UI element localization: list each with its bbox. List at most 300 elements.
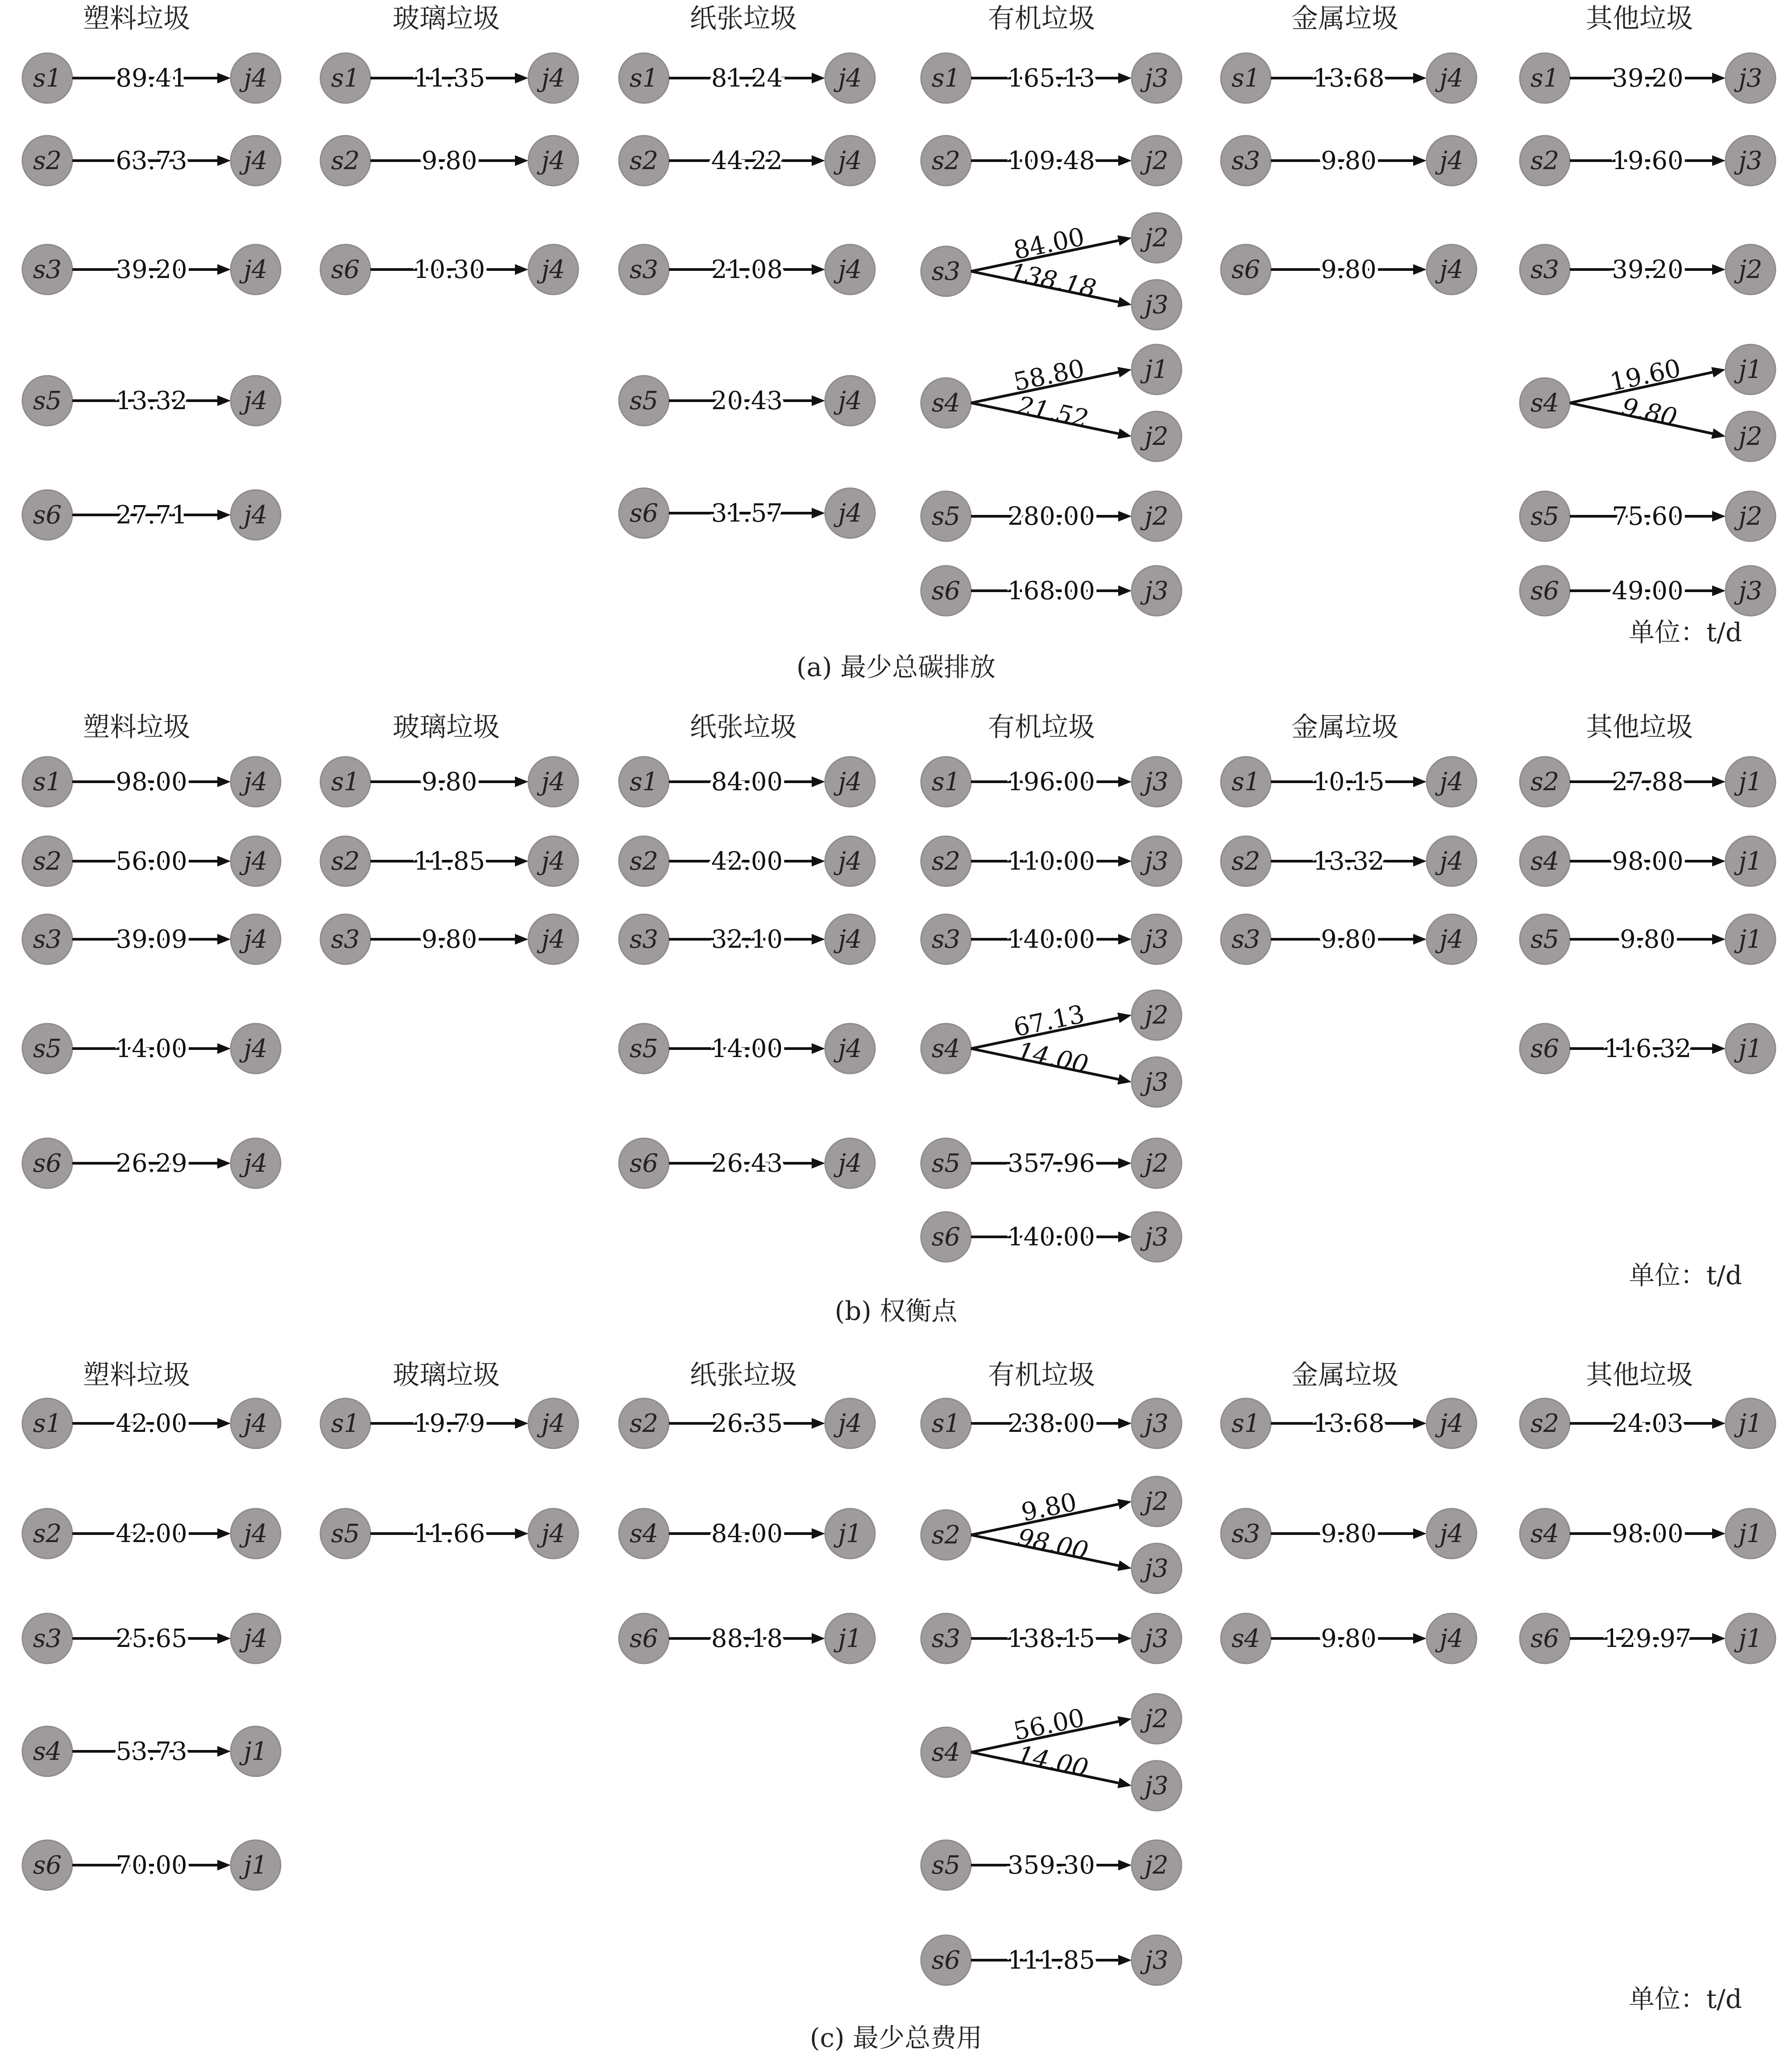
panel-b-flow-edge-arrowhead xyxy=(1118,856,1132,867)
panel-b-category-title: 有机垃圾 xyxy=(988,712,1095,743)
panel-c-flow-edge-arrowhead xyxy=(217,1528,231,1539)
panel-b-target-node-label: j1 xyxy=(1738,925,1763,954)
panel-b-source-node-label: s2 xyxy=(331,847,360,876)
panel-a-target-node-label: j4 xyxy=(1439,255,1464,284)
panel-a-flow-edge-arrowhead xyxy=(217,395,231,406)
panel-a-source-node-label: s2 xyxy=(629,146,659,175)
panel-a-source-node-label: s2 xyxy=(331,146,360,175)
panel-b-source-node-label: s3 xyxy=(33,925,62,954)
panel-a-source-node-label: s2 xyxy=(33,146,62,175)
panel-a-target-node-label: j4 xyxy=(541,146,565,175)
panel-a-flow-value: 168.00 xyxy=(1008,576,1095,605)
panel-c-flow-value: 359.30 xyxy=(1008,1851,1095,1880)
panel-a-category-title: 纸张垃圾 xyxy=(690,3,797,34)
panel-b-source-node-label: s1 xyxy=(33,767,62,796)
panel-a-target-node-label: j2 xyxy=(1145,502,1169,531)
panel-b-target-node-label: j4 xyxy=(244,767,268,796)
panel-a-source-node-label: s1 xyxy=(33,64,62,93)
panel-b-target-node-label: j3 xyxy=(1145,847,1169,876)
panel-b-target-node-label: j4 xyxy=(838,767,862,796)
panel-c-flow-edge-arrowhead xyxy=(1712,1633,1726,1644)
panel-a-source-node-label: s1 xyxy=(931,64,961,93)
panel-a-flow-edge-arrowhead xyxy=(1118,511,1132,522)
panel-b-flow-value: 357.96 xyxy=(1008,1149,1095,1178)
panel-b-target-node-label: j3 xyxy=(1145,1068,1169,1097)
panel-a-flow-edge-arrowhead xyxy=(217,155,231,166)
panel-a-flow-value: 58.80 xyxy=(1011,354,1087,397)
panel-c-flow-value: 238.00 xyxy=(1008,1409,1095,1438)
panel-b-source-node-label: s2 xyxy=(33,847,62,876)
panel-c-target-node-label: j4 xyxy=(244,1624,268,1653)
panel-b-target-node-label: j4 xyxy=(1439,925,1464,954)
panel-a-source-node-label: s3 xyxy=(629,255,659,284)
panel-c-flow-edge-arrowhead xyxy=(812,1418,825,1429)
panel-c-category-title: 有机垃圾 xyxy=(988,1360,1095,1391)
panel-b-target-node-label: j1 xyxy=(1738,1034,1763,1063)
panel-b-target-node-label: j4 xyxy=(541,767,565,796)
panel-a-target-node-label: j3 xyxy=(1145,290,1169,319)
panel-b-target-node-label: j3 xyxy=(1145,1223,1169,1252)
panel-c-flow-value: 42.00 xyxy=(116,1519,187,1548)
panel-b-category-title: 玻璃垃圾 xyxy=(393,712,500,743)
panel-c-flow-edge-arrowhead xyxy=(1117,1778,1132,1788)
panel-a-target-node-label: j3 xyxy=(1738,576,1763,605)
panel-a-flow-edge-arrowhead xyxy=(515,73,528,83)
panel-c-flow-value: 14.00 xyxy=(1015,1740,1091,1783)
panel-a-source-node-label: s3 xyxy=(931,257,961,286)
panel-b-flow-edge-arrowhead xyxy=(1118,1158,1132,1169)
panel-c-target-node-label: j2 xyxy=(1145,1851,1169,1880)
panel-c-flow-value: 9.80 xyxy=(1019,1487,1079,1528)
panel-b-flow-value: 56.00 xyxy=(116,847,187,876)
panel-c-source-node-label: s1 xyxy=(33,1409,62,1438)
panel-b-flow-edge-arrowhead xyxy=(1118,776,1132,787)
panel-b-flow-edge-arrowhead xyxy=(515,776,528,787)
panel-c-source-node-label: s4 xyxy=(33,1737,62,1766)
panel-a-target-node-label: j4 xyxy=(838,255,862,284)
panel-a-source-node-label: s6 xyxy=(33,501,62,530)
panel-a-flow-value: 27.71 xyxy=(116,501,187,530)
panel-a-flow-value: 84.00 xyxy=(1011,222,1087,265)
panel-a-flow-edge-arrowhead xyxy=(1117,428,1132,439)
panel-c-target-node-label: j4 xyxy=(1439,1519,1464,1548)
panel-a-flow-value: 19.60 xyxy=(1612,146,1684,175)
panel-a-target-node-label: j4 xyxy=(244,255,268,284)
panel-b-target-node-label: j3 xyxy=(1145,925,1169,954)
panel-b-flow-value: 116.32 xyxy=(1604,1034,1692,1063)
panel-a-flow-edge-arrowhead xyxy=(812,155,825,166)
panel-a-flow-value: 9.80 xyxy=(1619,392,1680,433)
panel-a-target-node-label: j2 xyxy=(1738,422,1763,451)
panel-c-source-node-label: s6 xyxy=(33,1851,62,1880)
panel-a-flow-edge-arrowhead xyxy=(1118,155,1132,166)
panel-c-target-node-label: j1 xyxy=(1738,1409,1763,1438)
panel-b-target-node-label: j2 xyxy=(1145,1001,1169,1030)
panel-b-flow-edge-arrowhead xyxy=(217,856,231,867)
panel-a-source-node-label: s5 xyxy=(1530,502,1560,531)
panel-a-flow-edge-arrowhead xyxy=(1117,367,1132,377)
panel-c-target-node-label: j3 xyxy=(1145,1554,1169,1583)
panel-c-source-node-label: s4 xyxy=(1231,1624,1261,1653)
panel-a-target-node-label: j4 xyxy=(541,64,565,93)
panel-a-flow-edge-arrowhead xyxy=(1413,155,1427,166)
panel-b-target-node-label: j4 xyxy=(244,925,268,954)
panel-a-target-node-label: j1 xyxy=(1738,355,1763,384)
panel-b-source-node-label: s3 xyxy=(931,925,961,954)
panel-c-target-node-label: j1 xyxy=(838,1519,862,1548)
panel-c-flow-value: 26.35 xyxy=(711,1409,783,1438)
panel-b-target-node-label: j4 xyxy=(244,847,268,876)
panel-c-source-node-label: s6 xyxy=(629,1624,659,1653)
panel-c-target-node-label: j4 xyxy=(1439,1409,1464,1438)
panel-a-flow-edge-arrowhead xyxy=(217,264,231,275)
panel-b-caption: (b) 权衡点 xyxy=(834,1296,958,1326)
panel-c-flow-value: 56.00 xyxy=(1011,1703,1087,1746)
panel-a-flow-value: 31.57 xyxy=(711,499,783,528)
panel-c-flow-edge-arrowhead xyxy=(1118,1633,1132,1644)
panel-c-flow-edge-arrowhead xyxy=(1117,1499,1132,1509)
panel-a-flow-value: 9.80 xyxy=(1321,255,1377,284)
panel-b-flow-edge-arrowhead xyxy=(1413,934,1427,945)
panel-c-flow-edge-arrowhead xyxy=(1118,1860,1132,1870)
panel-c-flow-edge-arrowhead xyxy=(217,1746,231,1757)
panel-b-flow-edge-arrowhead xyxy=(1118,1232,1132,1242)
panel-a-caption: (a) 最少总碳排放 xyxy=(796,652,996,682)
panel-b-target-node-label: j4 xyxy=(541,847,565,876)
panel-b-flow-edge-arrowhead xyxy=(217,934,231,945)
panel-c-target-node-label: j1 xyxy=(838,1624,862,1653)
panel-b-flow-value: 27.88 xyxy=(1612,767,1684,796)
panel-a-flow-edge-arrowhead xyxy=(1117,297,1132,307)
panel-b-target-node-label: j4 xyxy=(1439,767,1464,796)
panel-a-flow-value: 39.20 xyxy=(1612,255,1684,284)
panel-b-flow-edge-arrowhead xyxy=(1413,856,1427,867)
panel-b-flow-edge-arrowhead xyxy=(515,934,528,945)
panel-b-flow-value: 9.80 xyxy=(1321,925,1377,954)
panel-b-target-node-label: j4 xyxy=(838,1034,862,1063)
panel-b-flow-value: 9.80 xyxy=(1620,925,1676,954)
panel-b-source-node-label: s5 xyxy=(629,1034,659,1063)
panel-c-source-node-label: s4 xyxy=(1530,1519,1560,1548)
panel-a-source-node-label: s3 xyxy=(33,255,62,284)
panel-a-target-node-label: j4 xyxy=(838,146,862,175)
panel-a-source-node-label: s3 xyxy=(1231,146,1261,175)
panel-c-flow-edge-arrowhead xyxy=(1118,1955,1132,1966)
panel-b-flow-edge-arrowhead xyxy=(1712,856,1726,867)
panel-b-flow-value: 9.80 xyxy=(421,767,477,796)
panel-a-flow-value: 13.68 xyxy=(1313,64,1385,93)
panel-a-target-node-label: j2 xyxy=(1145,422,1169,451)
panel-a-flow-value: 138.18 xyxy=(1007,257,1099,304)
panel-a-source-node-label: s1 xyxy=(629,64,659,93)
panel-b-unit-label: 单位：t/d xyxy=(1629,1260,1742,1290)
panel-c-caption: (c) 最少总费用 xyxy=(809,2023,983,2053)
panel-b-flow-edge-arrowhead xyxy=(1413,776,1427,787)
panel-c-source-node-label: s5 xyxy=(331,1519,360,1548)
panel-a-source-node-label: s5 xyxy=(629,386,659,415)
panel-c-flow-value: 11.66 xyxy=(413,1519,485,1548)
panel-a-target-node-label: j4 xyxy=(244,64,268,93)
panel-a-source-node-label: s5 xyxy=(931,502,961,531)
panel-a-flow-value: 49.00 xyxy=(1612,576,1684,605)
panel-b-flow-edge-arrowhead xyxy=(1117,1074,1132,1084)
panel-b-flow-edge-arrowhead xyxy=(217,1158,231,1169)
panel-c-target-node-label: j4 xyxy=(244,1409,268,1438)
panel-a-flow-edge-arrowhead xyxy=(1712,585,1726,596)
panel-b-flow-value: 11.85 xyxy=(413,847,485,876)
panel-b-flow-edge-arrowhead xyxy=(217,1043,231,1054)
panel-a-unit-label: 单位：t/d xyxy=(1629,617,1742,647)
panel-c-unit-label: 单位：t/d xyxy=(1629,1984,1742,2014)
panel-b-flow-value: 32.10 xyxy=(711,925,783,954)
panel-c-source-node-label: s3 xyxy=(1231,1519,1261,1548)
panel-c-flow-value: 98.00 xyxy=(1612,1519,1684,1548)
panel-a-category-title: 金属垃圾 xyxy=(1291,3,1398,34)
panel-b-flow-value: 26.29 xyxy=(116,1149,187,1178)
panel-b-flow-edge-arrowhead xyxy=(1712,1043,1726,1054)
panel-c-flow-edge-arrowhead xyxy=(1712,1528,1726,1539)
panel-a-flow-edge-arrowhead xyxy=(1118,585,1132,596)
panel-c-target-node-label: j4 xyxy=(244,1519,268,1548)
panel-a-source-node-label: s4 xyxy=(1530,389,1560,418)
panel-c-target-node-label: j3 xyxy=(1145,1409,1169,1438)
panel-c-target-node-label: j1 xyxy=(244,1737,268,1766)
panel-a-target-node-label: j2 xyxy=(1738,502,1763,531)
panel-c-target-node-label: j1 xyxy=(1738,1519,1763,1548)
panel-a-target-node-label: j2 xyxy=(1145,224,1169,253)
panel-b-target-node-label: j4 xyxy=(838,847,862,876)
panel-c-target-node-label: j3 xyxy=(1145,1624,1169,1653)
panel-a-target-node-label: j4 xyxy=(838,386,862,415)
panel-a-target-node-label: j4 xyxy=(244,386,268,415)
panel-b-flow-edge-arrowhead xyxy=(812,856,825,867)
panel-c-target-node-label: j3 xyxy=(1145,1946,1169,1975)
panel-a-source-node-label: s2 xyxy=(931,146,961,175)
panel-a-source-node-label: s6 xyxy=(629,499,659,528)
panel-a-target-node-label: j2 xyxy=(1738,255,1763,284)
panel-c-flow-edge-arrowhead xyxy=(1413,1528,1427,1539)
panel-c-flow-value: 25.65 xyxy=(116,1624,187,1653)
panel-c-flow-value: 88.18 xyxy=(711,1624,783,1653)
panel-a-flow-edge-arrowhead xyxy=(1712,511,1726,522)
panel-b-flow-value: 26.43 xyxy=(711,1149,783,1178)
panel-c-source-node-label: s1 xyxy=(931,1409,961,1438)
panel-c-flow-value: 19.79 xyxy=(413,1409,485,1438)
panel-c-source-node-label: s2 xyxy=(931,1521,961,1550)
panel-c-flow-edge-arrowhead xyxy=(1413,1633,1427,1644)
panel-b-category-title: 纸张垃圾 xyxy=(690,712,797,743)
panel-b-flow-value: 14.00 xyxy=(1015,1037,1091,1080)
panel-a-flow-value: 39.20 xyxy=(116,255,187,284)
panel-b-source-node-label: s6 xyxy=(629,1149,659,1178)
panel-b-source-node-label: s5 xyxy=(33,1034,62,1063)
panel-b-flow-value: 13.32 xyxy=(1313,847,1385,876)
panel-c-flow-edge-arrowhead xyxy=(217,1860,231,1870)
panel-a-source-node-label: s1 xyxy=(331,64,360,93)
panel-c-flow-edge-arrowhead xyxy=(515,1418,528,1429)
panel-a-flow-value: 21.52 xyxy=(1015,391,1091,434)
panel-c-flow-value: 9.80 xyxy=(1321,1519,1377,1548)
panel-c-flow-edge-arrowhead xyxy=(1712,1418,1726,1429)
panel-a-target-node-label: j3 xyxy=(1738,146,1763,175)
panel-b-flow-edge-arrowhead xyxy=(812,1158,825,1169)
panel-a-category-title: 玻璃垃圾 xyxy=(393,3,500,34)
panel-a-flow-edge-arrowhead xyxy=(812,395,825,406)
panel-c-flow-value: 53.73 xyxy=(116,1737,187,1766)
panel-a-flow-edge-arrowhead xyxy=(1712,264,1726,275)
panel-c-flow-edge-arrowhead xyxy=(217,1418,231,1429)
panel-c-flow-value: 70.00 xyxy=(116,1851,187,1880)
panel-c-flow-value: 42.00 xyxy=(116,1409,187,1438)
panel-c-flow-value: 13.68 xyxy=(1313,1409,1385,1438)
panel-b-source-node-label: s2 xyxy=(1231,847,1261,876)
panel-a-target-node-label: j3 xyxy=(1145,64,1169,93)
panel-a-flow-value: 44.22 xyxy=(711,146,783,175)
panel-a-target-node-label: j4 xyxy=(244,501,268,530)
panel-b-flow-edge-arrowhead xyxy=(812,934,825,945)
panel-a-flow-value: 81.24 xyxy=(711,64,783,93)
panel-b-target-node-label: j3 xyxy=(1145,767,1169,796)
panel-a-target-node-label: j3 xyxy=(1145,576,1169,605)
panel-a-flow-edge-arrowhead xyxy=(1711,367,1726,377)
panel-b-source-node-label: s5 xyxy=(1530,925,1560,954)
panel-c-flow-value: 138.15 xyxy=(1008,1624,1095,1653)
panel-c-target-node-label: j4 xyxy=(541,1519,565,1548)
panel-b-source-node-label: s4 xyxy=(1530,847,1560,876)
panel-b-flow-value: 140.00 xyxy=(1008,1223,1095,1252)
panel-b-flow-value: 9.80 xyxy=(421,925,477,954)
panel-a-source-node-label: s4 xyxy=(931,389,961,418)
panel-a-flow-value: 19.60 xyxy=(1607,353,1684,398)
panel-a-target-node-label: j4 xyxy=(541,255,565,284)
panel-c-source-node-label: s3 xyxy=(33,1624,62,1653)
panel-a-flow-edge-arrowhead xyxy=(1711,428,1726,439)
panel-b-flow-value: 196.00 xyxy=(1008,767,1095,796)
panel-b-category-title: 金属垃圾 xyxy=(1291,712,1398,743)
panel-b-target-node-label: j1 xyxy=(1738,847,1763,876)
panel-c-source-node-label: s1 xyxy=(1231,1409,1261,1438)
panel-c-source-node-label: s6 xyxy=(931,1946,961,1975)
panel-a-flow-value: 20.43 xyxy=(711,386,783,415)
panel-b-target-node-label: j4 xyxy=(838,925,862,954)
panel-a-flow-value: 75.60 xyxy=(1612,502,1684,531)
panel-c-target-node-label: j4 xyxy=(838,1409,862,1438)
panel-a-target-node-label: j4 xyxy=(838,499,862,528)
panel-a-flow-value: 21.08 xyxy=(711,255,783,284)
panel-a-target-node-label: j4 xyxy=(244,146,268,175)
panel-b-target-node-label: j4 xyxy=(244,1034,268,1063)
panel-a-source-node-label: s6 xyxy=(1530,576,1560,605)
panel-a-flow-value: 63.73 xyxy=(116,146,187,175)
panel-c-target-node-label: j1 xyxy=(244,1851,268,1880)
panel-c-source-node-label: s4 xyxy=(931,1738,961,1767)
panel-c-flow-edge-arrowhead xyxy=(1117,1560,1132,1571)
panel-c-flow-edge-arrowhead xyxy=(217,1633,231,1644)
panel-b-flow-edge-arrowhead xyxy=(217,776,231,787)
panel-a-flow-edge-arrowhead xyxy=(1712,73,1726,83)
panel-b-flow-edge-arrowhead xyxy=(812,1043,825,1054)
panel-b-flow-value: 98.00 xyxy=(116,767,187,796)
panel-b-source-node-label: s3 xyxy=(331,925,360,954)
panel-c-source-node-label: s3 xyxy=(931,1624,961,1653)
panel-c-target-node-label: j4 xyxy=(541,1409,565,1438)
panel-a-target-node-label: j3 xyxy=(1738,64,1763,93)
panel-a-flow-value: 13.32 xyxy=(116,386,187,415)
panel-b-flow-value: 39.09 xyxy=(116,925,187,954)
panel-c-category-title: 金属垃圾 xyxy=(1291,1360,1398,1391)
panel-b-flow-value: 98.00 xyxy=(1612,847,1684,876)
panel-b-flow-edge-arrowhead xyxy=(812,776,825,787)
panel-a-flow-value: 89.41 xyxy=(116,64,187,93)
panel-b-target-node-label: j4 xyxy=(838,1149,862,1178)
panel-b-flow-edge-arrowhead xyxy=(1117,1012,1132,1023)
panel-c-source-node-label: s4 xyxy=(629,1519,659,1548)
panel-a-flow-value: 9.80 xyxy=(1321,146,1377,175)
panel-b-flow-value: 140.00 xyxy=(1008,925,1095,954)
panel-b-flow-value: 42.00 xyxy=(711,847,783,876)
panel-b-source-node-label: s1 xyxy=(1231,767,1261,796)
panel-c-category-title: 塑料垃圾 xyxy=(83,1360,190,1391)
panel-a-flow-edge-arrowhead xyxy=(812,264,825,275)
panel-a-target-node-label: j4 xyxy=(838,64,862,93)
panel-b-flow-value: 110.00 xyxy=(1008,847,1095,876)
panel-c-target-node-label: j3 xyxy=(1145,1771,1169,1800)
panel-a-source-node-label: s6 xyxy=(931,576,961,605)
panel-c-flow-value: 111.85 xyxy=(1008,1946,1095,1975)
panel-a-target-node-label: j4 xyxy=(1439,64,1464,93)
panel-c-source-node-label: s1 xyxy=(331,1409,360,1438)
panel-c-flow-edge-arrowhead xyxy=(515,1528,528,1539)
panel-a-flow-edge-arrowhead xyxy=(515,264,528,275)
panel-c-target-node-label: j1 xyxy=(1738,1624,1763,1653)
panel-c-flow-value: 9.80 xyxy=(1321,1624,1377,1653)
panel-c-target-node-label: j2 xyxy=(1145,1487,1169,1516)
panel-b-source-node-label: s5 xyxy=(931,1149,961,1178)
panel-c-target-node-label: j2 xyxy=(1145,1704,1169,1733)
panel-a-flow-edge-arrowhead xyxy=(1712,155,1726,166)
panel-c-category-title: 其他垃圾 xyxy=(1586,1360,1693,1391)
panel-b-source-node-label: s3 xyxy=(1231,925,1261,954)
panel-b-source-node-label: s3 xyxy=(629,925,659,954)
panel-b-source-node-label: s6 xyxy=(931,1223,961,1252)
panel-b-source-node-label: s1 xyxy=(629,767,659,796)
panel-b-category-title: 其他垃圾 xyxy=(1586,712,1693,743)
panel-b-flow-value: 14.00 xyxy=(116,1034,187,1063)
panel-b-flow-edge-arrowhead xyxy=(1118,934,1132,945)
panel-b-source-node-label: s2 xyxy=(629,847,659,876)
panel-b-source-node-label: s6 xyxy=(1530,1034,1560,1063)
panel-c-flow-edge-arrowhead xyxy=(1117,1716,1132,1726)
panel-b-target-node-label: j1 xyxy=(1738,767,1763,796)
panel-b-target-node-label: j2 xyxy=(1145,1149,1169,1178)
panel-a-flow-edge-arrowhead xyxy=(1413,264,1427,275)
panel-c-category-title: 纸张垃圾 xyxy=(690,1360,797,1391)
panel-a-flow-edge-arrowhead xyxy=(812,508,825,518)
panel-c-flow-value: 84.00 xyxy=(711,1519,783,1548)
panel-c-flow-edge-arrowhead xyxy=(812,1633,825,1644)
panel-b-source-node-label: s4 xyxy=(931,1034,961,1063)
panel-b-target-node-label: j4 xyxy=(244,1149,268,1178)
panel-a-source-node-label: s6 xyxy=(331,255,360,284)
panel-b-flow-value: 14.00 xyxy=(711,1034,783,1063)
panel-c-flow-value: 98.00 xyxy=(1015,1523,1091,1566)
panel-b-target-node-label: j4 xyxy=(541,925,565,954)
panel-a-source-node-label: s6 xyxy=(1231,255,1261,284)
panel-c-source-node-label: s6 xyxy=(1530,1624,1560,1653)
panel-b-source-node-label: s1 xyxy=(331,767,360,796)
panel-a-flow-value: 109.48 xyxy=(1008,146,1095,175)
panel-b-flow-value: 10.15 xyxy=(1313,767,1385,796)
